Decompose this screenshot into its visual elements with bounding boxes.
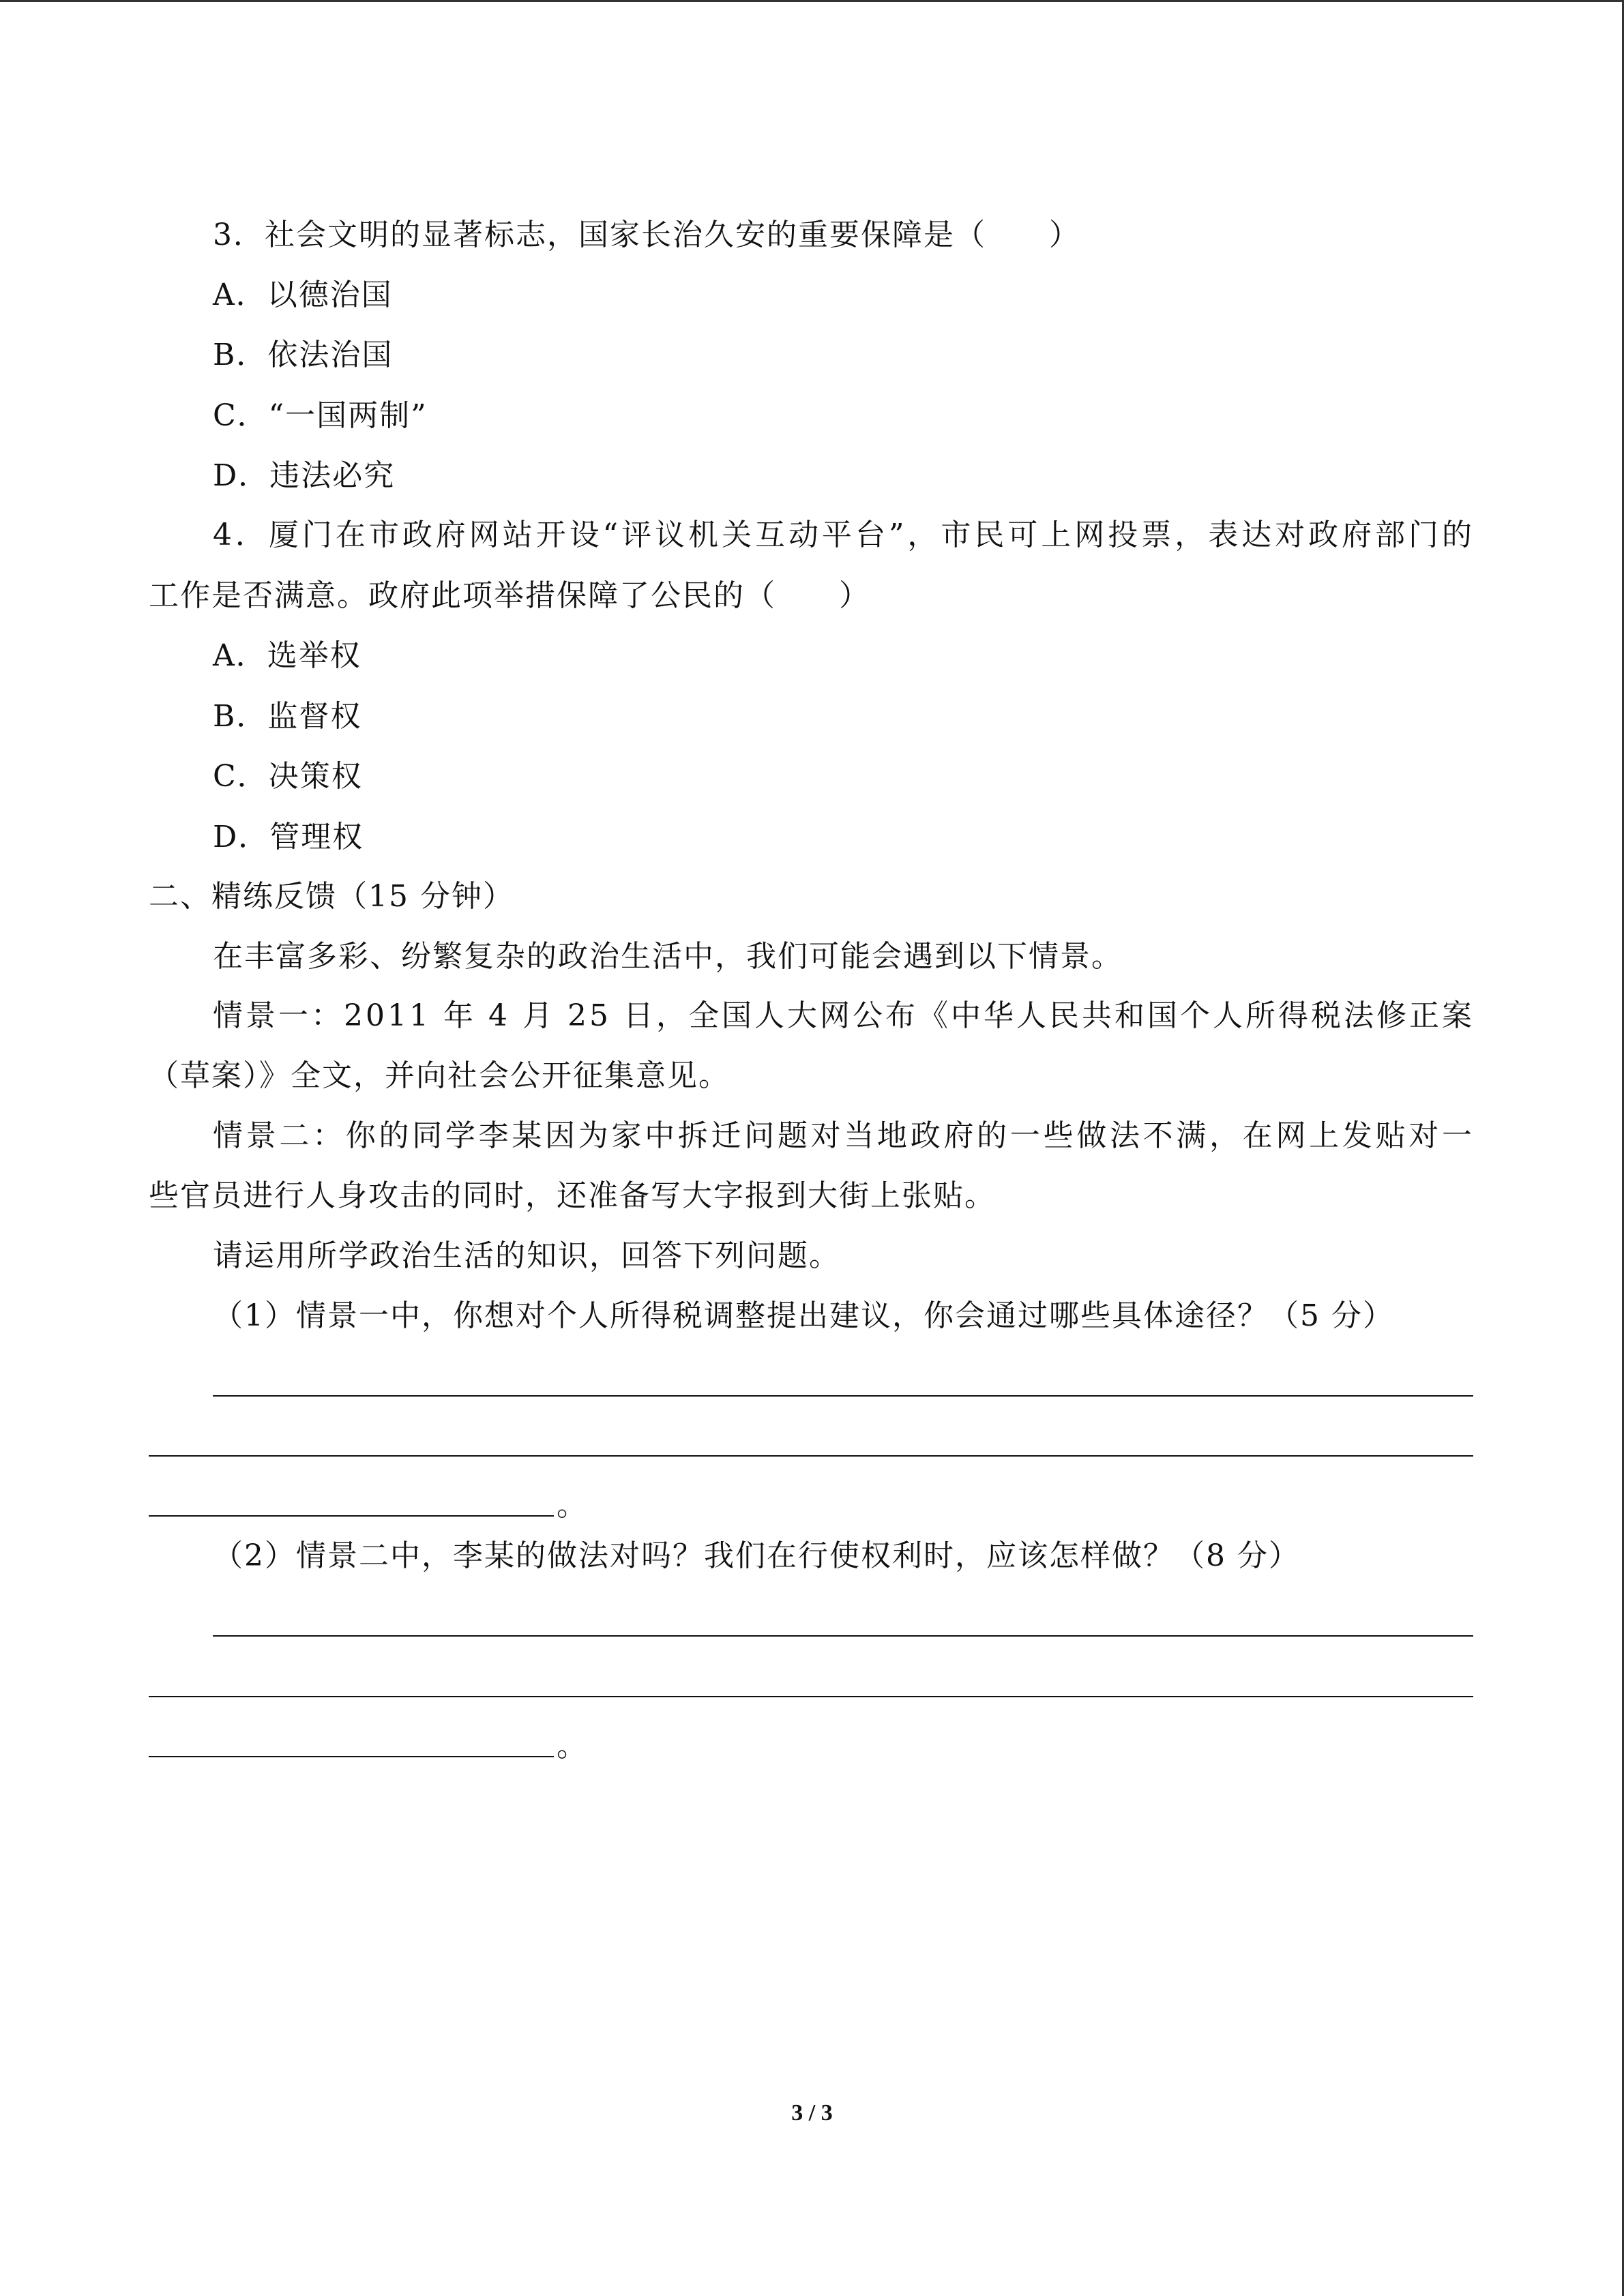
section-2-heading: 二、精练反馈（15 分钟） <box>149 879 514 914</box>
sub-question-2: （2）情景二中，李某的做法对吗？我们在行使权利时，应该怎样做？（8 分） <box>213 1538 1300 1573</box>
sub-question-1: （1）情景一中，你想对个人所得税调整提出建议，你会通过哪些具体途径？（5 分） <box>213 1298 1394 1333</box>
question-4-option-a: A．选举权 <box>213 638 361 673</box>
question-3-stem: 3．社会文明的显著标志，国家长治久安的重要保障是（ ） <box>213 218 1080 252</box>
answer-line[interactable] <box>149 1696 1473 1697</box>
instruction: 请运用所学政治生活的知识，回答下列问题。 <box>213 1238 840 1273</box>
scene-1-line2: （草案）》全文，并向社会公开征集意见。 <box>149 1058 730 1093</box>
question-4-stem-line2: 工作是否满意。政府此项举措保障了公民的（ ） <box>149 578 870 613</box>
answer-line[interactable] <box>213 1635 1473 1637</box>
scene-2-line1: 情景二：你的同学李某因为家中拆迁问题对当地政府的一些做法不满，在网上发贴对一 <box>213 1118 1475 1153</box>
top-border <box>0 0 1624 2</box>
answer-period: 。 <box>557 1488 587 1523</box>
scene-2-line2: 些官员进行人身攻击的同时，还准备写大字报到大街上张贴。 <box>149 1178 996 1213</box>
question-4-stem-line1: 4．厦门在市政府网站开设“评议机关互动平台”，市民可上网投票，表达对政府部门的 <box>213 518 1475 552</box>
question-3-option-c: C．“一国两制” <box>213 398 428 433</box>
question-4-option-b: B．监督权 <box>213 699 362 734</box>
answer-line[interactable] <box>149 1515 554 1517</box>
question-4-option-d: D．管理权 <box>213 820 364 854</box>
answer-period: 。 <box>557 1729 587 1763</box>
question-3-option-d: D．违法必究 <box>213 458 396 493</box>
answer-line[interactable] <box>213 1395 1473 1397</box>
section-2-intro: 在丰富多彩、纷繁复杂的政治生活中，我们可能会遇到以下情景。 <box>213 939 1123 974</box>
answer-line[interactable] <box>149 1455 1473 1457</box>
scene-1-line1: 情景一：2011 年 4 月 25 日，全国人大网公布《中华人民共和国个人所得税法修正案 <box>213 998 1475 1033</box>
answer-line[interactable] <box>149 1756 554 1757</box>
page-number: 3 / 3 <box>791 2100 833 2126</box>
question-3-option-a: A．以德治国 <box>213 278 393 312</box>
question-3-option-b: B．依法治国 <box>213 338 394 372</box>
question-4-option-c: C．决策权 <box>213 759 363 794</box>
